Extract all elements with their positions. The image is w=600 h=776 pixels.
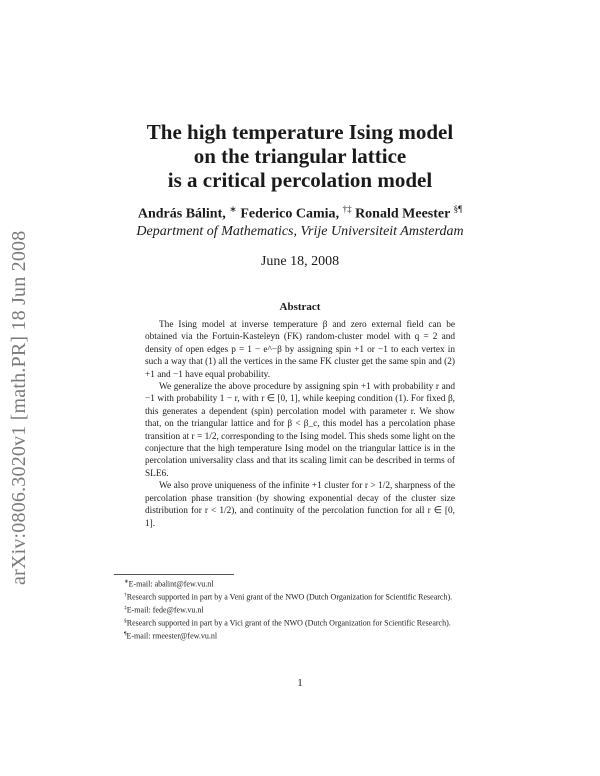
title-line: on the triangular lattice — [193, 144, 407, 168]
footnote-mark: ¶ — [124, 631, 127, 638]
publication-date: June 18, 2008 — [260, 254, 340, 269]
arxiv-identifier-stamp — [8, 185, 32, 585]
abstract-body — [145, 319, 455, 530]
abstract-paragraph: We generalize the above procedure by assigning spin +1 with probability r and −1 with probability 1 − r, with r ∈ [0, 1], while keeping condition (1). For fixed β, this generates a dependent (spin) percolation model with parameter r. We show that, on the triangular lattice and for β < β_c, this model has a percolation phase transition at r = 1/2, corresponding to the Ising model. This sheds some light on the conjecture that the high temperature Ising model on the triangular lattice is in the percolation universality class and that its scaling limit can be described in terms of SLE6. — [145, 382, 455, 479]
author-name: Federico Camia — [240, 206, 336, 222]
arxiv-identifier: arXiv:0806.3020v1 [math.PR] 18 Jun 2008 — [8, 230, 30, 585]
footnote — [114, 629, 486, 642]
author-name: András Bálint — [137, 206, 223, 222]
title-line: is a critical percolation model — [167, 168, 433, 192]
footnote — [114, 616, 486, 629]
page-number: 1 — [297, 677, 303, 689]
title-line: The high temperature Ising model — [146, 120, 454, 144]
footnote-rule — [114, 574, 234, 575]
footnote — [114, 603, 486, 616]
abstract-paragraph: The Ising model at inverse temperature β and zero external field can be obtained via the Fortuin-Kasteleyn (FK) random-cluster model with q = 2 and density of open edges p = 1 − e^−β by assigning spin +1 or −1 to each vertex in such a way that (1) all the vertices in the same FK cluster get the same spin and (2) +1 and −1 have equal probability. — [145, 320, 455, 380]
footnote-text: E-mail: abalint@few.vu.nl — [128, 579, 214, 589]
author-name: Ronald Meester — [355, 206, 451, 222]
abstract-paragraph: We also prove uniqueness of the infinite +1 cluster for r > 1/2, sharpness of the percolation phase transition (by showing exponential decay of the cluster size distribution for r < 1/2), and continuity of the percolation function for all r ∈ [0, 1]. — [145, 481, 455, 529]
footnote-text: E-mail: fede@few.vu.nl — [126, 605, 204, 615]
abstract-heading: Abstract — [279, 301, 321, 313]
author-footnote-mark: §¶ — [453, 204, 463, 214]
footnote-mark: † — [124, 592, 127, 599]
paper-title — [90, 120, 510, 192]
affiliation: Department of Mathematics, Vrije Universiteit Amsterdam — [136, 224, 464, 239]
footnote — [114, 590, 486, 603]
author-footnote-mark: ∗ — [229, 204, 237, 214]
footnote-text: E-mail: rmeester@few.vu.nl — [126, 631, 218, 641]
footnote-mark: § — [124, 618, 127, 625]
footnotes — [114, 577, 486, 642]
author-footnote-mark: †‡ — [342, 204, 352, 214]
footnote-text: Research supported in part by a Vici grant of the NWO (Dutch Organization for Scientific Research). — [126, 618, 451, 628]
footnote-mark: ‡ — [124, 605, 127, 612]
footnote-text: Research supported in part by a Veni grant of the NWO (Dutch Organization for Scientific Research). — [126, 592, 453, 602]
author-list: András Bálint, ∗ Federico Camia, †‡ Ronald Meester §¶ — [137, 204, 463, 222]
footnote-mark: ∗ — [124, 579, 129, 585]
footnote — [114, 577, 486, 590]
